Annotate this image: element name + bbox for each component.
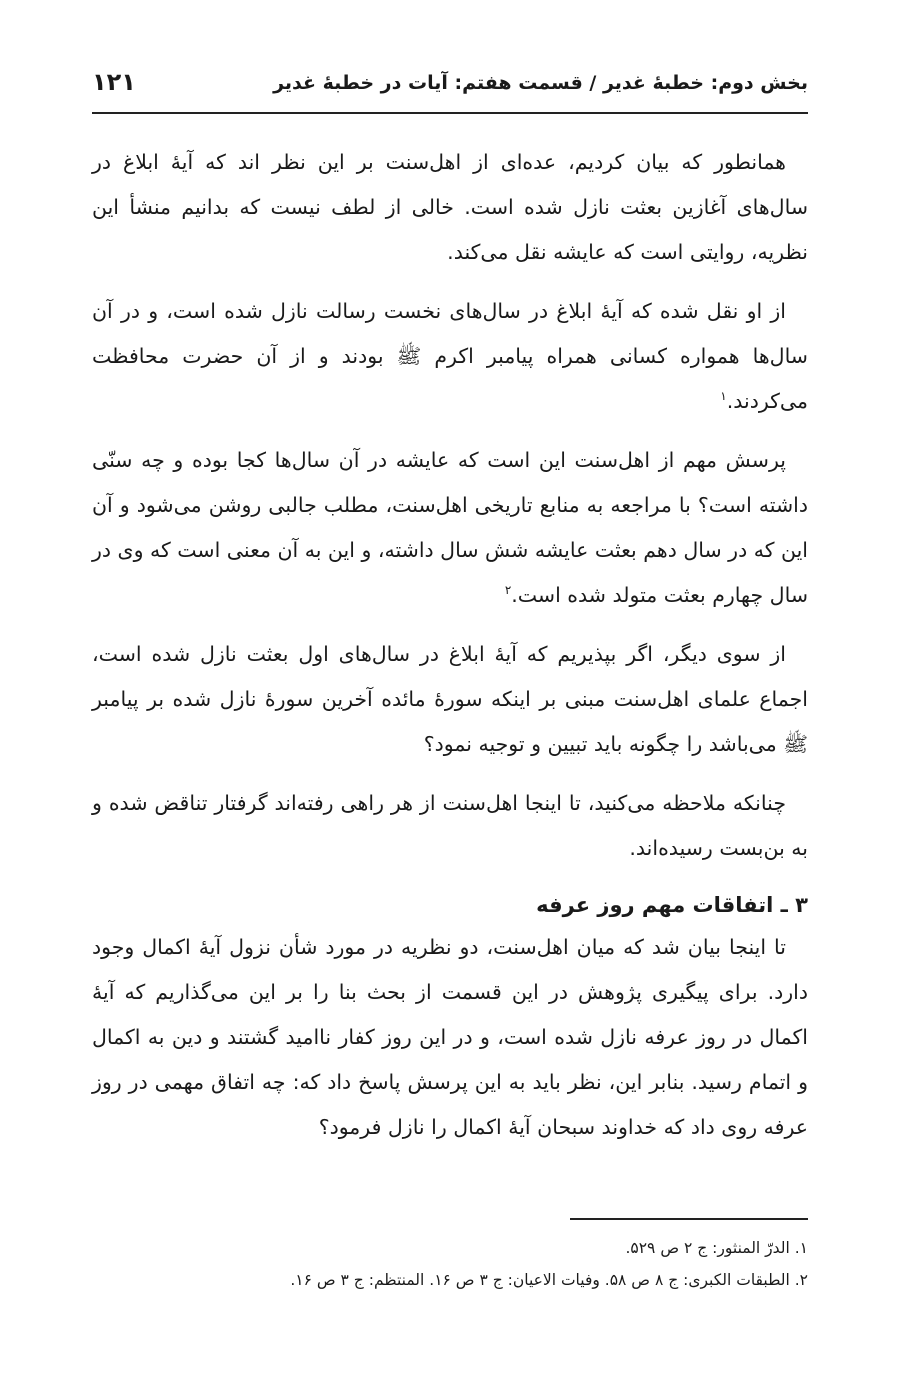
footnote-divider bbox=[570, 1218, 808, 1220]
paragraph bbox=[92, 925, 808, 1150]
paragraph bbox=[92, 781, 808, 871]
footnote: ۲. الطبقات الکبری: ج ۸ ص ۵۸. وفیات الاعیان: ج ۳ ص ۱۶. المنتظم: ج ۳ ص ۱۶. bbox=[290, 1271, 808, 1289]
footnotes bbox=[92, 1218, 808, 1296]
paragraph bbox=[92, 289, 808, 424]
section-heading: ۳ ـ اتفاقات مهم روز عرفه bbox=[536, 893, 808, 917]
paragraph-text: تا اینجا بیان شد که میان اهل‌سنت، دو نظریه در مورد شأن نزول آیهٔ اکمال وجود دارد. برای پیگیری پژوهش در این قسمت از بحث بنا را بر این می‌گذاریم که آیهٔ اکمال در روز عرفه نازل شده است، و در این روز کفار ناامید گشتند و دین به اکمال و اتمام رسید. بنابر این، نظر باید به این پرسش پاسخ داد که: چه اتفاق مهمی در روز عرفه روی داد که خداوند سبحان آیهٔ اکمال را نازل فرمود؟ bbox=[92, 935, 808, 1139]
main-text bbox=[92, 140, 808, 1164]
footnote-marker: ۱ bbox=[720, 389, 727, 404]
paragraph-text: چنانکه ملاحظه می‌کنید، تا اینجا اهل‌سنت از هر راهی رفته‌اند گرفتار تناقض شده و به بن‌بست رسیده‌اند. bbox=[92, 791, 808, 860]
paragraph-text: از او نقل شده که آیهٔ ابلاغ در سال‌های نخست رسالت نازل شده است، و در آن سال‌ها همواره کسانی همراه پیامبر اکرم ﷺ بودند و از آن حضرت محافظت می‌کردند. bbox=[92, 299, 808, 413]
footnote: ۱. الدرّ المنثور: ج ۲ ص ۵۲۹. bbox=[625, 1239, 808, 1257]
paragraph bbox=[92, 632, 808, 767]
paragraph bbox=[92, 140, 808, 275]
page-header bbox=[92, 66, 808, 114]
paragraph-text: از سوی دیگر، اگر بپذیریم که آیهٔ ابلاغ در سال‌های اول بعثت نازل شده است، اجماع علمای اهل‌سنت مبنی بر اینکه سورهٔ مائده آخرین سورهٔ نازل شده بر پیامبر ﷺ می‌باشد را چگونه باید تبیین و توجیه نمود؟ bbox=[92, 642, 808, 756]
running-head: بخش دوم: خطبهٔ غدیر / قسمت هفتم: آیات در خطبهٔ غدیر bbox=[273, 72, 808, 94]
paragraph-text: پرسش مهم از اهل‌سنت این است که عایشه در آن سال‌ها کجا بوده و چه سنّی داشته است؟ با مراجعه به منابع تاریخی اهل‌سنت، مطلب جالبی روشن می‌شود و آن این که در سال دهم بعثت عایشه شش سال داشته، و این به آن معنی است که وی در سال چهارم بعثت متولد شده است. bbox=[92, 448, 808, 607]
paragraph bbox=[92, 438, 808, 618]
page-number: ۱۲۱ bbox=[92, 68, 136, 96]
footnote-marker: ۲ bbox=[504, 583, 512, 598]
paragraph-text: همانطور که بیان کردیم، عده‌ای از اهل‌سنت بر این نظر اند که آیهٔ ابلاغ در سال‌های آغازین بعثت نازل شده است. خالی از لطف نیست که بدانیم منشأ این نظریه، روایتی است که عایشه نقل می‌کند. bbox=[92, 150, 808, 264]
